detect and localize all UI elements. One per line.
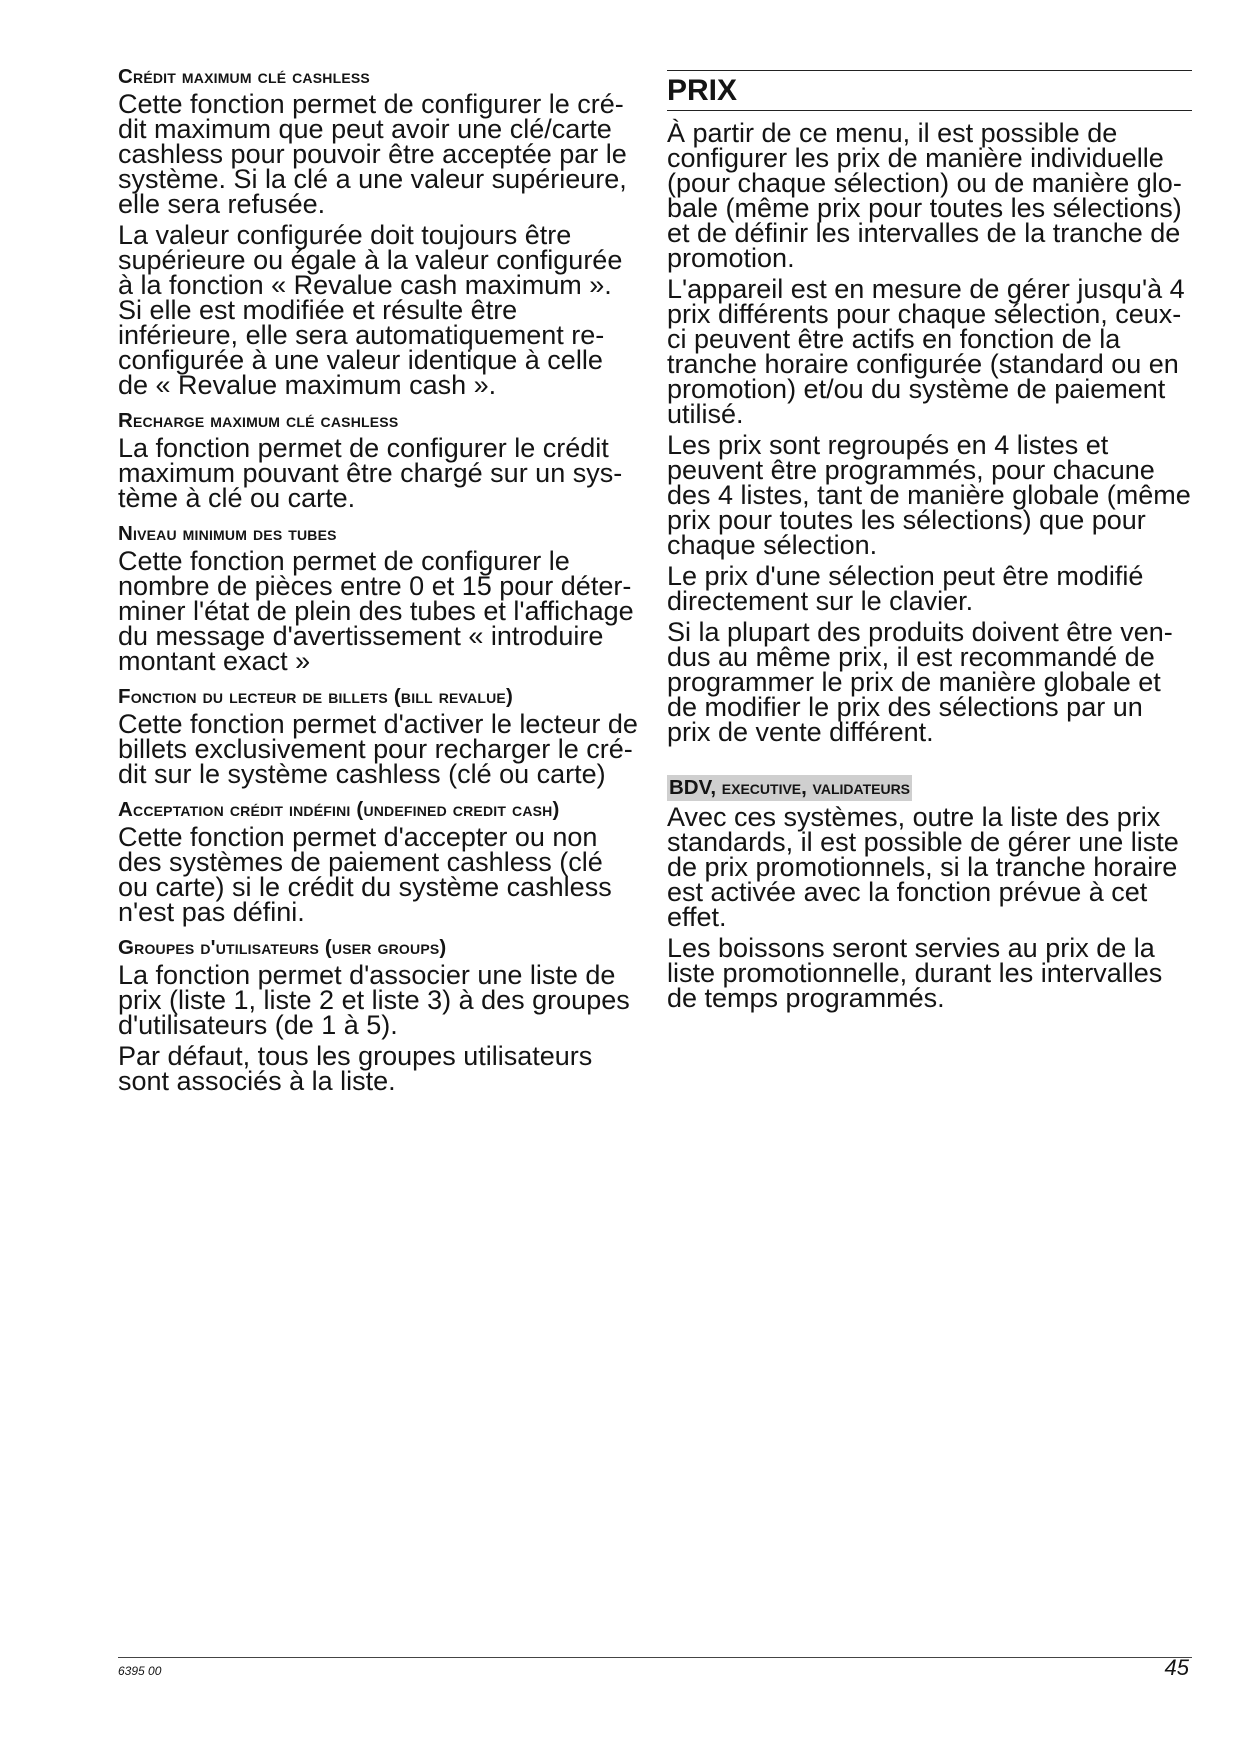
document-number: 6395 00 (118, 1664, 162, 1678)
paragraph: La valeur configurée doit toujours être supérieure ou égale à la valeur configurée à la fonction « Revalue cash maximum ». Si elle est modifiée et résulte être inférieure, elle sera automatiquement re-configurée à une valeur identique à celle de « Revalue maximum cash ». (118, 220, 623, 400)
paragraph: Par défaut, tous les groupes utilisateurs sont associés à la liste. (118, 1041, 593, 1096)
paragraph: Cette fonction permet de configurer le nombre de pièces entre 0 et 15 pour déter-miner l'état de plein des tubes et l'affichage du message d'avertissement « introduire montant exact » (118, 546, 634, 676)
left-column (118, 66, 638, 1100)
section-title-lecteur-billets: Fonction du lecteur de billets (bill revalue) (118, 685, 513, 708)
paragraph: Cette fonction permet d'accepter ou non des systèmes de paiement cashless (clé ou carte) si le crédit du système cashless n'est pas défini. (118, 822, 612, 927)
paragraph: Cette fonction permet de configurer le cré-dit maximum que peut avoir une clé/carte cashless pour pouvoir être acceptée par le système. Si la clé a une valeur supérieure, elle sera refusée. (118, 89, 627, 219)
main-title-block (667, 70, 1192, 111)
paragraph: La fonction permet d'associer une liste de prix (liste 1, liste 2 et liste 3) à des groupes d'utilisateurs (de 1 à 5). (118, 960, 630, 1040)
paragraph: Les boissons seront servies au prix de la liste promotionnelle, durant les intervalles de temps programmés. (667, 933, 1163, 1013)
paragraph: Avec ces systèmes, outre la liste des prix standards, il est possible de gérer une liste de prix promotionnels, si la tranche horaire est activée avec la fonction prévue à cet effet. (667, 802, 1179, 932)
paragraph: L'appareil est en mesure de gérer jusqu'à 4 prix différents pour chaque sélection, ceux-ci peuvent être actifs en fonction de la tranche horaire configurée (standard ou en promotion) et/ou du système de paiement utilisé. (667, 274, 1185, 429)
paragraph: Les prix sont regroupés en 4 listes et peuvent être programmés, pour chacune des 4 listes, tant de manière globale (même prix pour toutes les sélections) que pour chaque sélection. (667, 430, 1191, 560)
paragraph: Si la plupart des produits doivent être ven-dus au même prix, il est recommandé de programmer le prix de manière globale et de modifier le prix des sélections par un prix de vente différent. (667, 617, 1173, 747)
footer-divider (118, 1657, 1192, 1658)
section-title-recharge-maximum: Recharge maximum clé cashless (118, 409, 399, 432)
paragraph: Cette fonction permet d'activer le lecteur de billets exclusivement pour recharger le cré-dit sur le système cashless (clé ou carte) (118, 709, 638, 789)
section-title-niveau-minimum: Niveau minimum des tubes (118, 522, 337, 545)
page-title: PRIX (667, 74, 738, 107)
right-column (667, 66, 1192, 1017)
page-number: 45 (1164, 1655, 1189, 1680)
paragraph: La fonction permet de configurer le crédit maximum pouvant être chargé sur un sys-tème à clé ou carte. (118, 433, 623, 513)
highlighted-subtitle: BDV, executive, validateurs (669, 776, 911, 799)
section-title-credit-indefini: Acceptation crédit indéfini (undefined credit cash) (118, 798, 560, 821)
section-title-user-groups: Groupes d'utilisateurs (user groups) (118, 936, 447, 959)
paragraph: À partir de ce menu, il est possible de configurer les prix de manière individuelle (pour chaque sélection) ou de manière glo-bale (même prix pour toutes les sélections) et de définir les intervalles de la tranche de promotion. (667, 118, 1182, 273)
section-title-credit-maximum: Crédit maximum clé cashless (118, 65, 370, 88)
paragraph: Le prix d'une sélection peut être modifié directement sur le clavier. (667, 561, 1144, 616)
